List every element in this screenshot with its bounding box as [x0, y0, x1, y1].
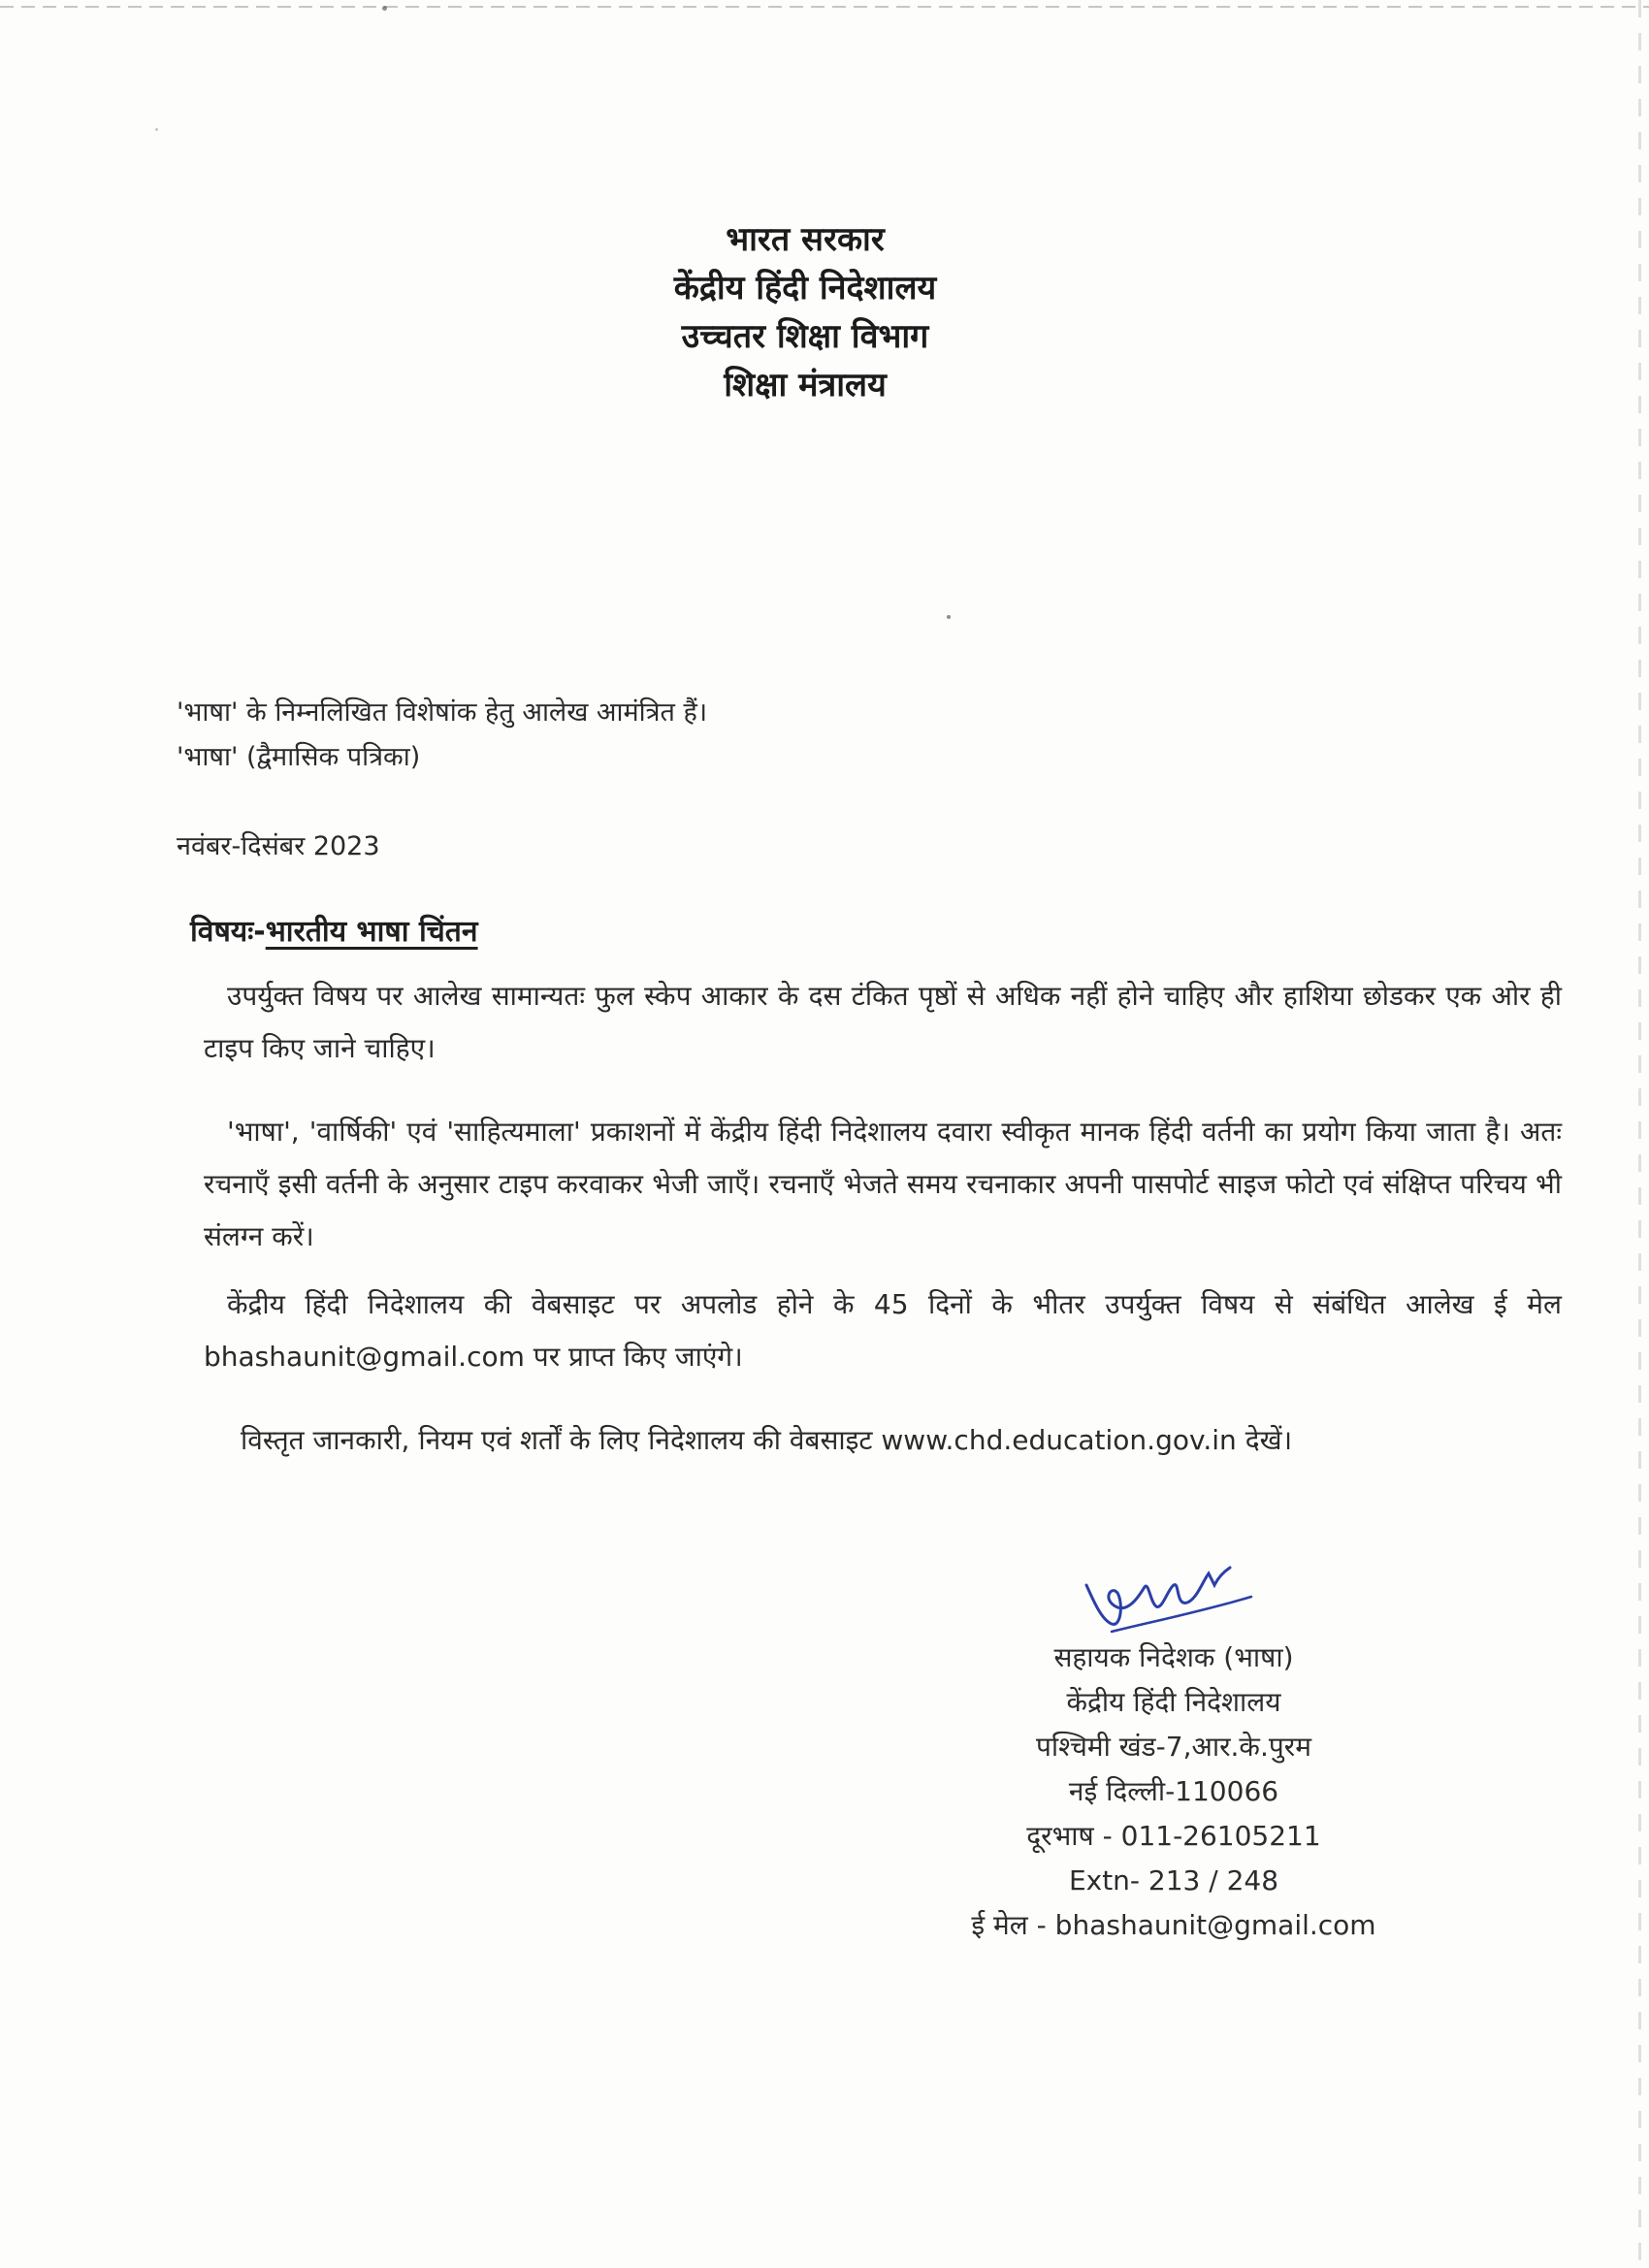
magazine-name: 'भाषा' (द्वैमासिक पत्रिका)	[177, 742, 421, 772]
header-department: उच्चतर शिक्षा विभाग	[681, 317, 929, 356]
paragraph-submission: केंद्रीय हिंदी निदेशालय की वेबसाइट पर अपलोड होने के 45 दिनों के भीतर उपर्युक्त विषय से संबंधित आलेख ई मेल bhashaunit@gmail.com पर प्राप्त किए जाएंगे।	[204, 1288, 1562, 1373]
intro-block	[177, 691, 707, 780]
header-directorate: केंद्रीय हिंदी निदेशालय	[673, 269, 937, 308]
signatory-office: केंद्रीय हिंदी निदेशालय	[1066, 1686, 1281, 1718]
subject-line	[190, 910, 478, 955]
paragraph-spelling-rules: 'भाषा', 'वार्षिकी' एवं 'साहित्यमाला' प्रकाशनों में केंद्रीय हिंदी निदेशालय दवारा स्वीकृत मानक हिंदी वर्तनी का प्रयोग किया जाता है। अतः रचनाएँ इसी वर्तनी के अनुसार टाइप करवाकर भेजी जाएँ। रचनाएँ भेजते समय रचनाकार अपनी पासपोर्ट साइज फोटो एवं संक्षिप्त परिचय भी संलग्न करें।	[204, 1116, 1562, 1252]
signatory-city: नई दिल्ली-110066	[1068, 1775, 1279, 1807]
subject-label: विषयः-	[190, 915, 266, 949]
scan-speck	[382, 6, 387, 11]
header-government: भारत सरकार	[726, 220, 885, 259]
signatory-address: पश्चिमी खंड-7,आर.के.पुरम	[1036, 1731, 1311, 1763]
signatory-email: ई मेल - bhashaunit@gmail.com	[971, 1909, 1376, 1941]
scan-speck	[155, 128, 158, 131]
paragraph-website-info: विस्तृत जानकारी, नियम एवं शर्तों के लिए निदेशालय की वेबसाइट www.chd.education.gov.in देखें।	[241, 1424, 1293, 1456]
scan-artifact-top	[0, 6, 1649, 8]
intro-line: 'भाषा' के निम्नलिखित विशेषांक हेतु आलेख आमंत्रित हैं।	[177, 697, 708, 728]
paragraph-length-rules: उपर्युक्त विषय पर आलेख सामान्यतः फुल स्केप आकार के दस टंकित पृष्ठों से अधिक नहीं होने चाहिए और हाशिया छोडकर एक ओर ही टाइप किए जाने चाहिए।	[204, 980, 1562, 1064]
header-ministry: शिक्षा मंत्रालय	[724, 366, 887, 405]
signatory-designation: सहायक निदेशक (भाषा)	[1053, 1641, 1294, 1673]
letterhead	[0, 215, 1610, 409]
signatory-block	[922, 1636, 1426, 1948]
issue-date: नवंबर-दिसंबर 2023	[177, 831, 380, 861]
signatory-phone: दूरभाष - 011-26105211	[1026, 1820, 1321, 1852]
scan-artifact-edge	[1638, 0, 1641, 2268]
subject-value: भारतीय भाषा चिंतन	[265, 915, 478, 949]
signatory-extension: Extn- 213 / 248	[1068, 1864, 1279, 1896]
scan-speck	[947, 615, 951, 619]
